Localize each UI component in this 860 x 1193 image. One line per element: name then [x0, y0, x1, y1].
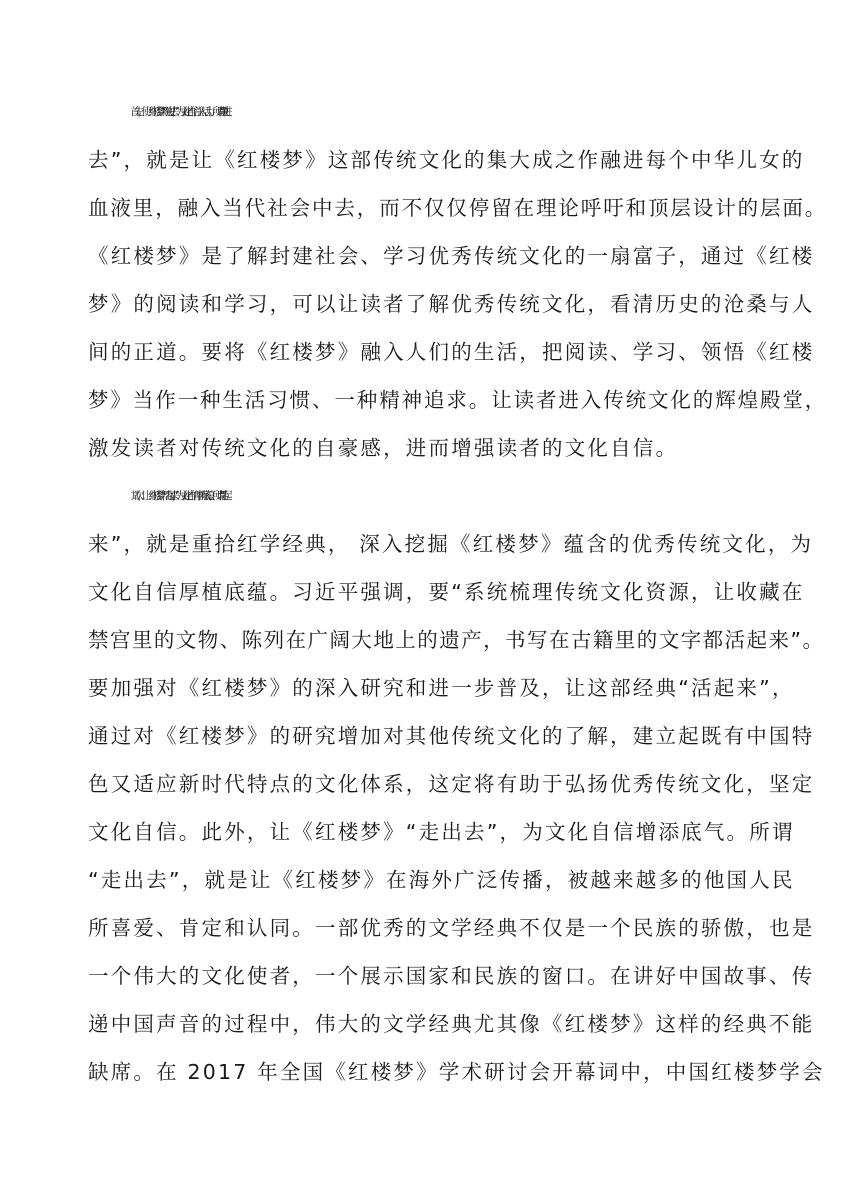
- paragraph-2-line-5: 要加强对《红楼梦》的深入研究和进一步普及，让这部经典“活起来”，: [88, 676, 795, 700]
- paragraph-2-line-2: 来”，就是重拾红学经典， 深入挖掘《红楼梦》蕴含的优秀传统文化，为: [88, 532, 814, 556]
- paragraph-2-line-1: 其次，让《红楼梦》“活起来”，为文化自信厚植底蕴。所谓“活起: [130, 490, 226, 502]
- paragraph-1-line-8: 激发读者对传统文化的自豪感，进而增强读者的文化自信。: [88, 436, 679, 460]
- paragraph-2-line-3: 文化自信厚植底蕴。习近平强调，要“系统梳理传统文化资源，让收藏在: [88, 580, 805, 604]
- paragraph-2-line-4: 禁宫里的文物、陈列在广阔大地上的遗产，书写在古籍里的文字都活起来”。: [88, 628, 825, 652]
- paragraph-2-line-10: 所喜爱、肯定和认同。一部优秀的文学经典不仅是一个民族的骄傲，也是: [88, 916, 815, 940]
- paragraph-1-line-3: 血液里，融入当代社会中去，而不仅仅停留在理论呼吁和顶层设计的层面。: [88, 196, 828, 220]
- paragraph-1-line-7: 梦》当作一种生活习惯、一种精神追求。让读者进入传统文化的辉煌殿堂，: [88, 388, 828, 412]
- paragraph-2-line-8: 文化自信。此外，让《红楼梦》“走出去”，为文化自信增添底气。所谓: [88, 820, 795, 844]
- paragraph-1-line-5: 梦》的阅读和学习，可以让读者了解优秀传统文化，看清历史的沧桑与人: [88, 292, 815, 316]
- paragraph-2-line-11: 一个伟大的文化使者，一个展示国家和民族的窗口。在讲好中国故事、传: [88, 964, 815, 988]
- paragraph-2-line-6: 通过对《红楼梦》的研究增加对其他传统文化的了解，建立起既有中国特: [88, 724, 815, 748]
- paragraph-2-line-7: 色又适应新时代特点的文化体系，这定将有助于弘扬优秀传统文化，坚定: [88, 772, 815, 796]
- paragraph-1-line-4: 《红楼梦》是了解封建社会、学习优秀传统文化的一扇富子，通过《红楼: [88, 244, 815, 268]
- paragraph-2-line-12: 递中国声音的过程中，伟大的文学经典尤其像《红楼梦》这样的经典不能: [88, 1012, 815, 1036]
- paragraph-1-line-6: 间的正道。要将《红楼梦》融入人们的生活，把阅读、学习、领悟《红楼: [88, 340, 815, 364]
- paragraph-1-line-1: 首先，使《红楼梦》“融进去”，为文化自信注入活力。所谓“融进: [130, 106, 226, 118]
- paragraph-1-line-2: 去”，就是让《红楼梦》这部传统文化的集大成之作融进每个中华儿女的: [88, 148, 805, 172]
- paragraph-2-line-9: “走出去”，就是让《红楼梦》在海外广泛传播，被越来越多的他国人民: [88, 868, 795, 892]
- paragraph-2-line-13: 缺席。在 2017 年全国《红楼梦》学术研讨会开幕词中，中国红楼梦学会: [88, 1060, 825, 1084]
